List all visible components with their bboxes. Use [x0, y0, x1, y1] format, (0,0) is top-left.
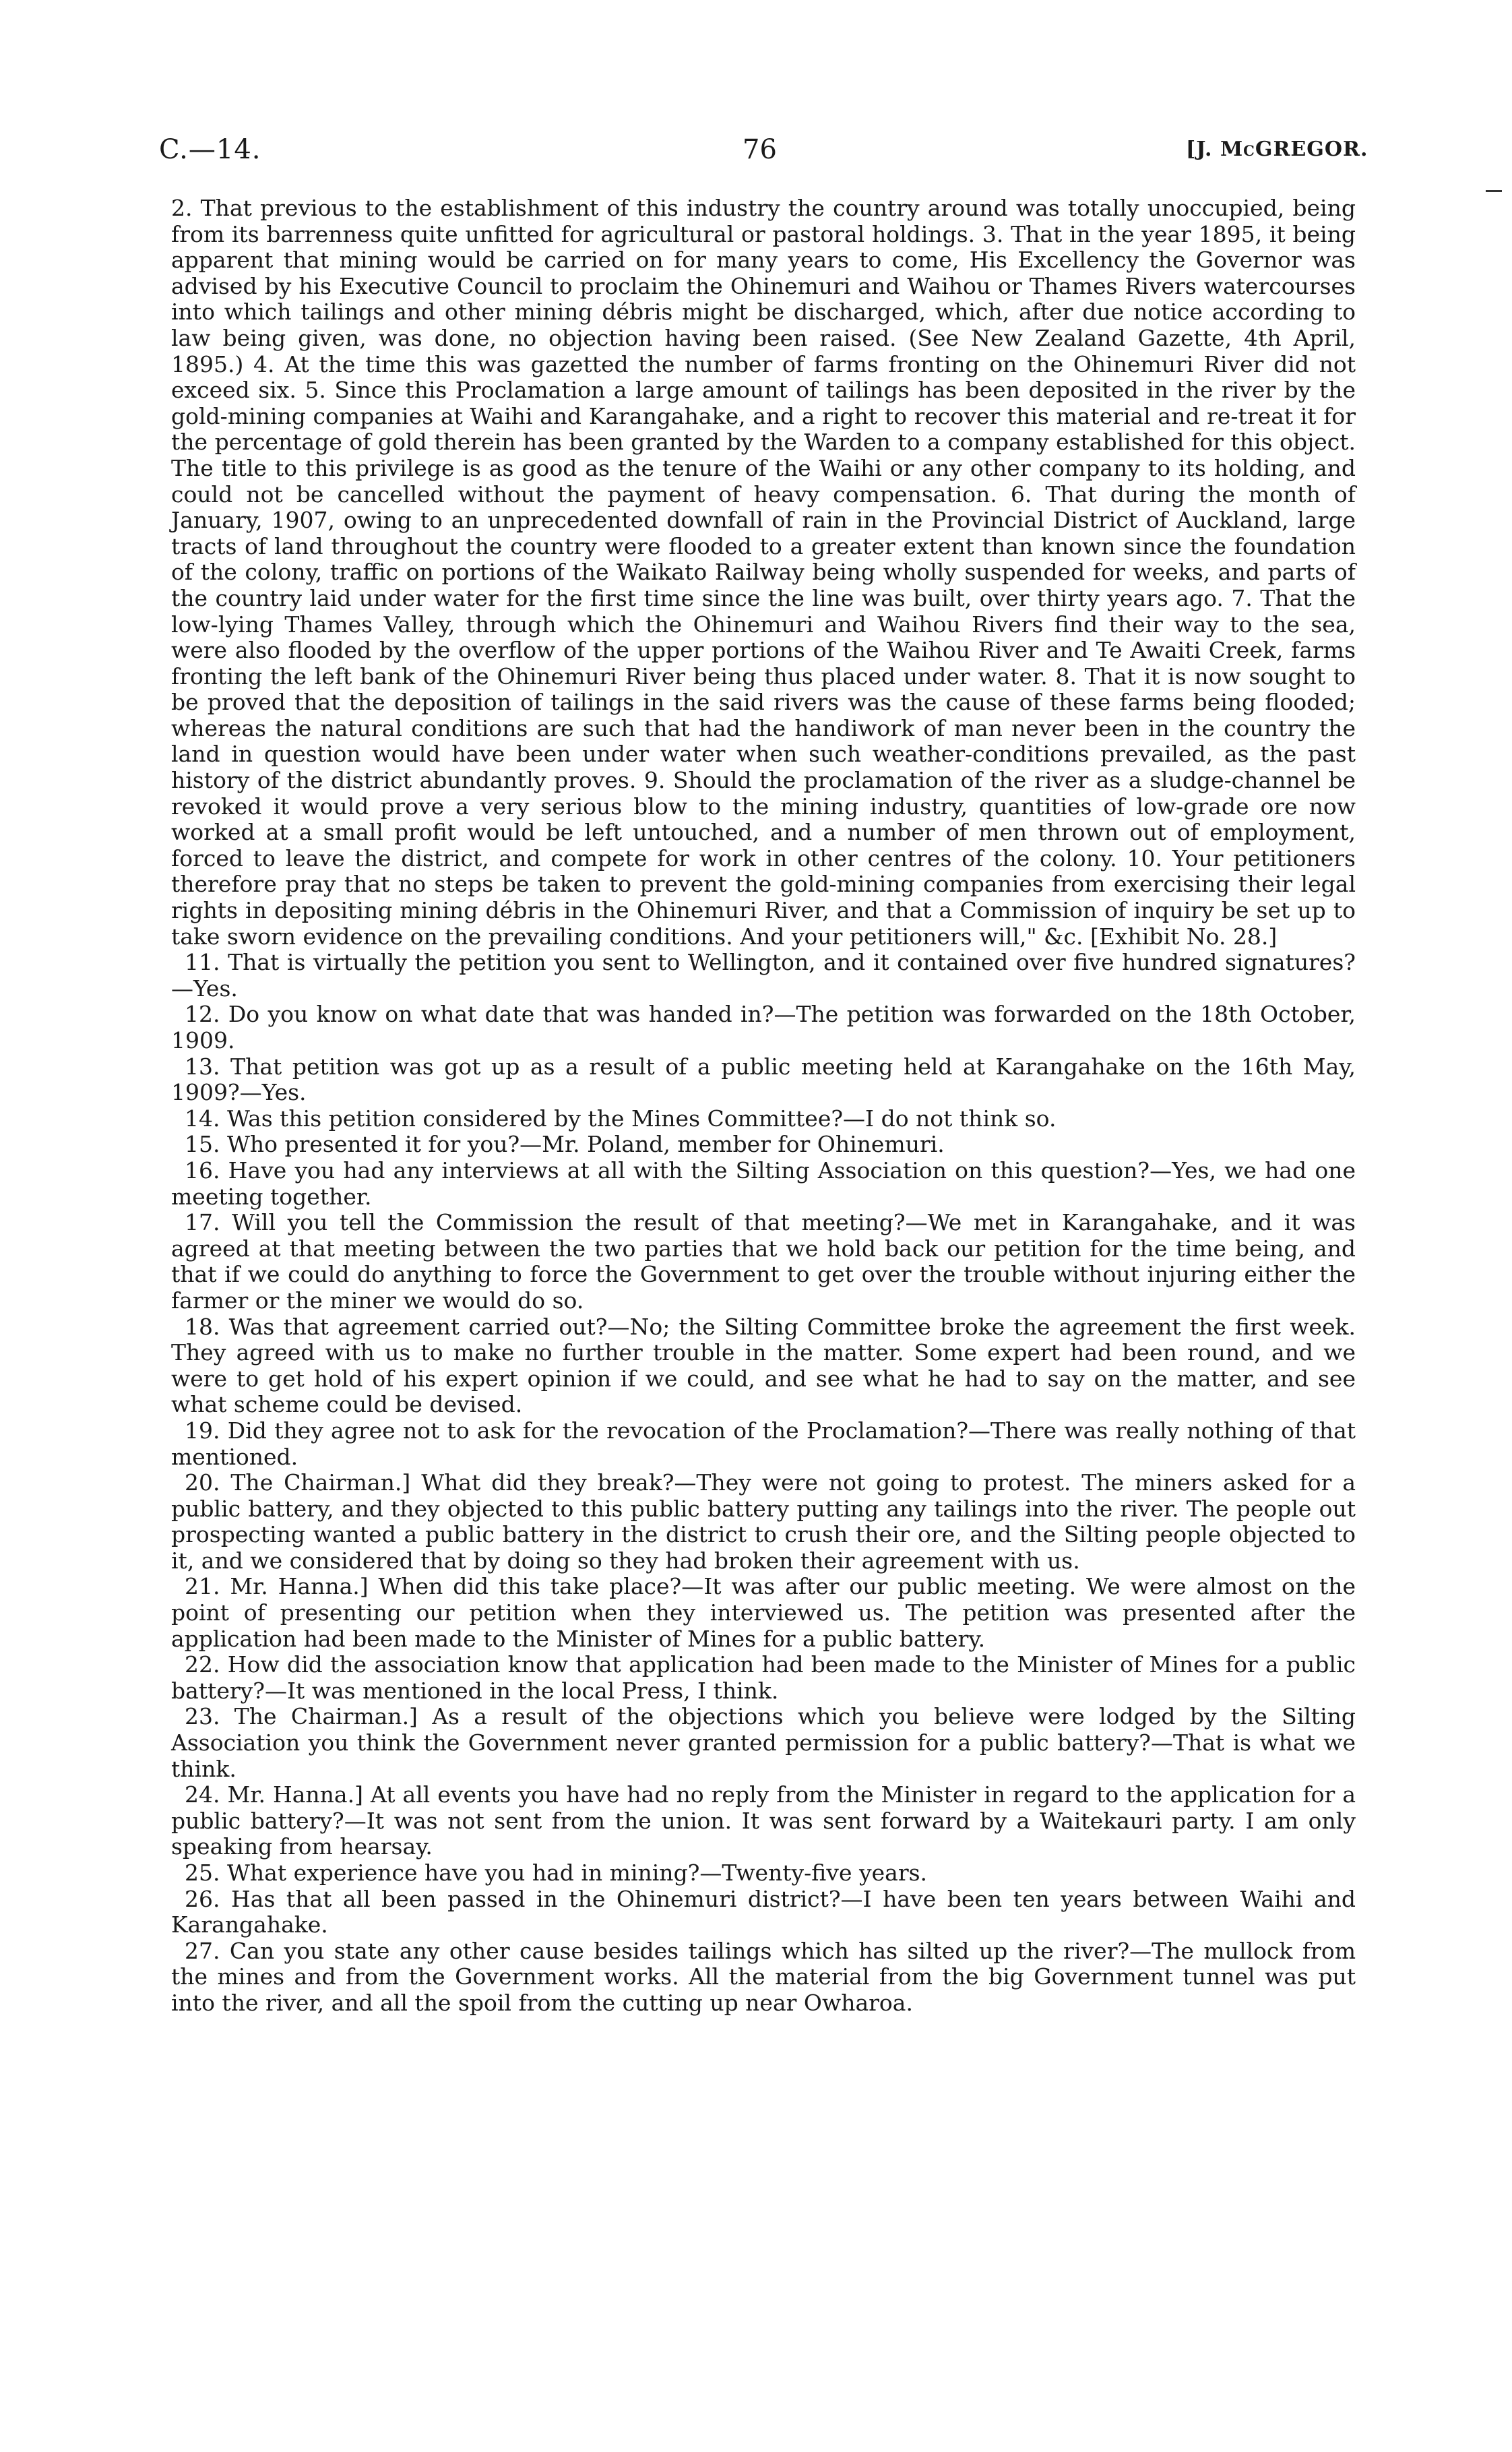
- qa-item-23: 23. The Chairman.] As a result of the objections which you believe were lodged by the Silting Association you think the Government never granted permission for a public battery?—That is what we think.: [171, 1703, 1356, 1782]
- qa-item-14: 14. Was this petition considered by the Mines Committee?—I do not think so.: [185, 1105, 1057, 1132]
- qa-item-12: 12. Do you know on what date that was handed in?—The petition was forwarded on the 18th October, 1909.: [171, 1001, 1356, 1053]
- qa-item-17: 17. Will you tell the Commission the result of that meeting?—We met in Karangahake, and it was agreed at that meeting between the two parties that we hold back our petition for the time being, and that if we could do anything to force the Government to get over the trouble without injuring either the farmer or the miner we would do so.: [171, 1209, 1356, 1314]
- qa-item-21: 21. Mr. Hanna.] When did this take place?—It was after our public meeting. We were almost on the point of presenting our petition when they interviewed us. The petition was presented after the application had been made to the Minister of Mines for a public battery.: [171, 1573, 1356, 1652]
- qa-item-20: 20. The Chairman.] What did they break?—They were not going to protest. The miners asked for a public battery, and they objected to this public battery putting any tailings into the river. The people out prospecting wanted a public battery in the district to crush their ore, and the Silting people objected to it, and we considered that by doing so they had broken their agreement with us.: [171, 1469, 1356, 1574]
- qa-item-16: 16. Have you had any interviews at all with the Silting Association on this question?—Yes, we had one meeting together.: [171, 1157, 1356, 1210]
- qa-item-26: 26. Has that all been passed in the Ohinemuri district?—I have been ten years between Waihi and Karangahake.: [171, 1885, 1356, 1938]
- page-number: 76: [743, 134, 777, 165]
- witness-name: [J. McGREGOR.: [1186, 137, 1368, 161]
- document-code: C.—14.: [159, 134, 261, 165]
- body-text: [171, 195, 1356, 2017]
- qa-item-13: 13. That petition was got up as a result of a public meeting held at Karangahake on the 16th May, 1909?—Yes.: [171, 1053, 1356, 1106]
- margin-mark: [1486, 190, 1502, 192]
- petition-paragraph: 2. That previous to the establishment of this industry the country around was totally unoccupied, being from its barrenness quite unfitted for agricultural or pastoral holdings. 3. That in the year 1895, it being apparent that mining would be carried on for many years to come, His Excellency the Governor was advised by his Executive Council to proclaim the Ohinemuri and Waihou or Thames Rivers watercourses into which tailings and other mining débris might be discharged, which, after due notice according to law being given, was done, no objection having been raised. (See New Zealand Gazette, 4th April, 1895.) 4. At the time this was gazetted the number of farms fronting on the Ohinemuri River did not exceed six. 5. Since this Proclamation a large amount of tailings has been deposited in the river by the gold-mining companies at Waihi and Karangahake, and a right to recover this material and re-treat it for the percentage of gold therein has been granted by the Warden to a company established for this object. The title to this privilege is as good as the tenure of the Waihi or any other company to its holding, and could not be cancelled without the payment of heavy compensation. 6. That during the month of January, 1907, owing to an unprecedented downfall of rain in the Provincial District of Auckland, large tracts of land throughout the country were flooded to a greater extent than known since the foundation of the colony, traffic on portions of the Waikato Railway being wholly suspended for weeks, and parts of the country laid under water for the first time since the line was built, over thirty years ago. 7. That the low-lying Thames Valley, through which the Ohinemuri and Waihou Rivers find their way to the sea, were also flooded by the overflow of the upper portions of the Waihou River and Te Awaiti Creek, farms fronting the left bank of the Ohinemuri River being thus placed under water. 8. That it is now sought to be proved that the deposition of tailings in the said rivers was the cause of these farms being flooded; whereas the natural conditions are such that had the handiwork of man never been in the country the land in question would have been under water when such weather-conditions prevailed, as the past history of the district abundantly proves. 9. Should the proclamation of the river as a sludge-channel be revoked it would prove a very serious blow to the mining industry, quantities of low-grade ore now worked at a small profit would be left untouched, and a number of men thrown out of employment, forced to leave the district, and compete for work in other centres of the colony. 10. Your petitioners therefore pray that no steps be taken to prevent the gold-mining companies from exercising their legal rights in depositing mining débris in the Ohinemuri River, and that a Commission of inquiry be set up to take sworn evidence on the prevailing conditions. And your petitioners will," &c. [Exhibit No. 28.]: [171, 195, 1356, 950]
- qa-item-19: 19. Did they agree not to ask for the revocation of the Proclamation?—There was really nothing of that mentioned.: [171, 1417, 1356, 1470]
- qa-item-15: 15. Who presented it for you?—Mr. Poland, member for Ohinemuri.: [185, 1131, 945, 1158]
- qa-item-22: 22. How did the association know that application had been made to the Minister of Mines for a public battery?—It was mentioned in the local Press, I think.: [171, 1651, 1356, 1704]
- qa-item-11: 11. That is virtually the petition you sent to Wellington, and it contained over five hundred signatures?—Yes.: [171, 949, 1356, 1002]
- qa-item-18: 18. Was that agreement carried out?—No; the Silting Committee broke the agreement the first week. They agreed with us to make no further trouble in the matter. Some expert had been round, and we were to get hold of his expert opinion if we could, and see what he had to say on the matter, and see what scheme could be devised.: [171, 1313, 1356, 1418]
- qa-item-24: 24. Mr. Hanna.] At all events you have had no reply from the Minister in regard to the application for a public battery?—It was not sent from the union. It was sent forward by a Waitekauri party. I am only speaking from hearsay.: [171, 1781, 1356, 1860]
- qa-item-27: 27. Can you state any other cause besides tailings which has silted up the river?—The mullock from the mines and from the Government works. All the material from the big Government tunnel was put into the river, and all the spoil from the cutting up near Owharoa.: [171, 1937, 1356, 2016]
- qa-item-25: 25. What experience have you had in mining?—Twenty-five years.: [185, 1860, 928, 1886]
